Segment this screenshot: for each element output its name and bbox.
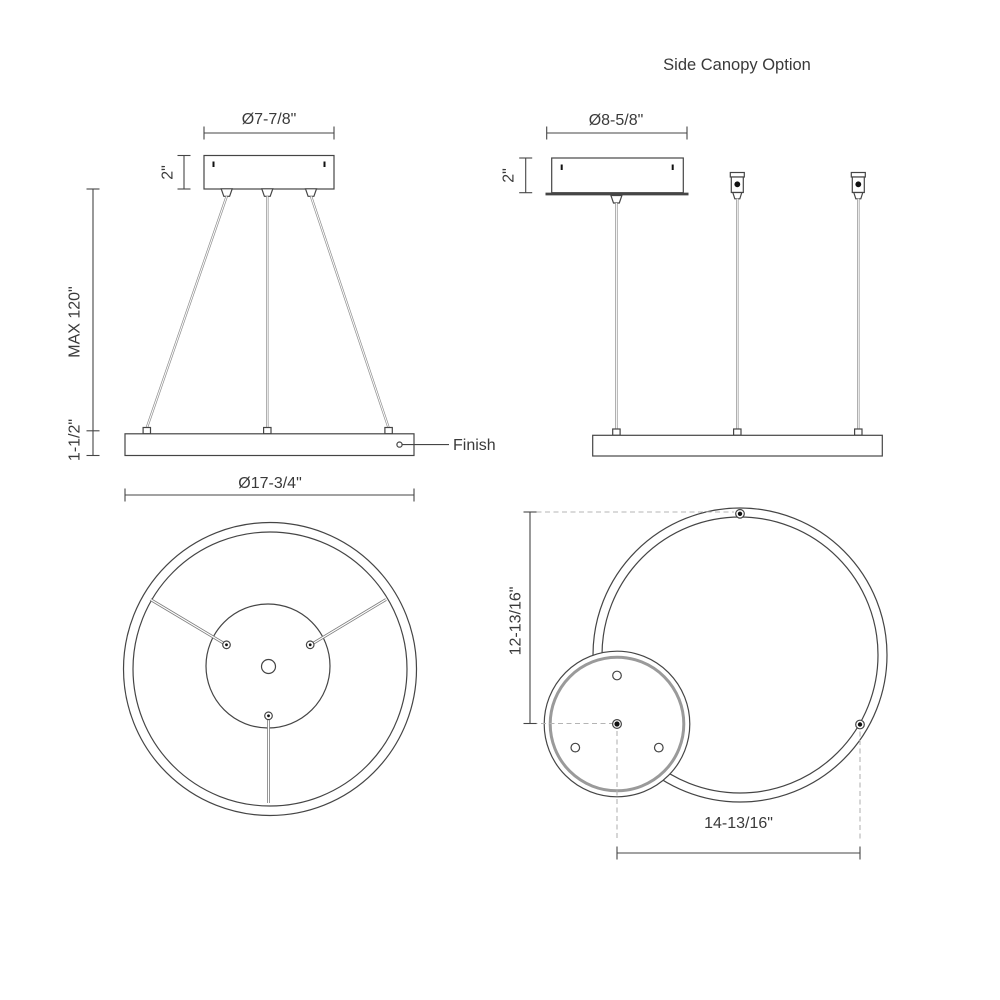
- spoke-line: [151, 600, 228, 646]
- anchor-dot: [267, 714, 270, 717]
- center-hub-circle: [262, 660, 276, 674]
- cable-attachment: [611, 196, 622, 204]
- cable-attachment: [262, 189, 273, 197]
- cable-connector: [264, 428, 271, 434]
- cable-attachment: [306, 189, 317, 197]
- front-canopy-body: [204, 156, 334, 190]
- spoke-line: [310, 600, 387, 646]
- cable-connector: [143, 428, 150, 434]
- canopy-screw: [672, 165, 674, 171]
- anchor-dot: [309, 643, 312, 646]
- side-canopy-option-title: Side Canopy Option: [663, 56, 811, 74]
- fixture-diameter-label: Ø17-3/4": [238, 475, 302, 492]
- ring-mount-point: [736, 510, 745, 519]
- spoke-anchor: [306, 641, 314, 649]
- cable-attachment: [221, 189, 232, 197]
- cable-line: [147, 196, 227, 427]
- canopy-projection-circle: [206, 604, 330, 728]
- gripper-hole: [734, 181, 740, 187]
- side-ring-profile: [593, 435, 883, 456]
- side-canopy-diameter-label: Ø8-5/8": [588, 112, 644, 129]
- vertical-offset-dimension: [508, 512, 537, 724]
- canopy-screw: [213, 162, 215, 168]
- ring-mount-point: [856, 720, 865, 729]
- anchor-dot: [225, 643, 228, 646]
- canopy-center-dot: [614, 721, 619, 726]
- mount-dot: [858, 722, 862, 726]
- front-canopy-diameter-dimension: [204, 111, 334, 140]
- horizontal-offset-dimension: [617, 815, 860, 860]
- side-canopy-height-dimension: [501, 158, 533, 193]
- cable-gripper: [851, 173, 865, 430]
- horizontal-offset-label: 14-13/16": [704, 815, 773, 832]
- finish-label: Finish: [453, 437, 496, 454]
- gripper-hole: [855, 181, 861, 187]
- top-view: [124, 523, 417, 816]
- front-fixture-diameter-dimension: [125, 475, 414, 502]
- front-canopy-diameter-label: Ø7-7/8": [241, 111, 297, 128]
- canopy-screw: [561, 165, 563, 171]
- vertical-offset-label: 12-13/16": [507, 586, 525, 656]
- ring-inner-circle: [133, 532, 407, 806]
- mount-dot: [738, 512, 742, 516]
- front-ring-profile: [125, 434, 414, 456]
- gripper-cap: [730, 173, 744, 178]
- max-suspension-label: MAX 120": [66, 286, 84, 358]
- front-canopy-height-dimension: [160, 156, 191, 190]
- front-canopy-height-label: 2": [159, 165, 177, 180]
- side-canopy-body: [552, 158, 684, 193]
- cable-gripper: [730, 173, 744, 430]
- side-canopy-diameter-dimension: [547, 112, 687, 140]
- ring-outer-circle: [124, 523, 417, 816]
- fixture-height-label: 1-1/2": [66, 418, 84, 462]
- gripper-cap: [851, 173, 865, 178]
- front-height-dimensions: [67, 189, 100, 461]
- side-canopy-top-view: [508, 508, 888, 860]
- spoke-anchor: [223, 641, 231, 649]
- cable-connector: [734, 429, 741, 435]
- suspension-cables: [147, 196, 389, 427]
- side-canopy-height-label: 2": [500, 168, 518, 183]
- gripper-collar: [733, 193, 742, 199]
- side-canopy-elevation-view: [501, 56, 883, 456]
- cable-connector: [855, 429, 862, 435]
- canopy-screw: [324, 162, 326, 168]
- cable-connector: [613, 429, 620, 435]
- cable-spokes: [151, 600, 387, 804]
- front-elevation-view: [67, 111, 496, 502]
- gripper-collar: [854, 193, 863, 199]
- cable-connector: [385, 428, 392, 434]
- cable-line: [311, 196, 389, 427]
- spoke-anchor: [265, 712, 273, 720]
